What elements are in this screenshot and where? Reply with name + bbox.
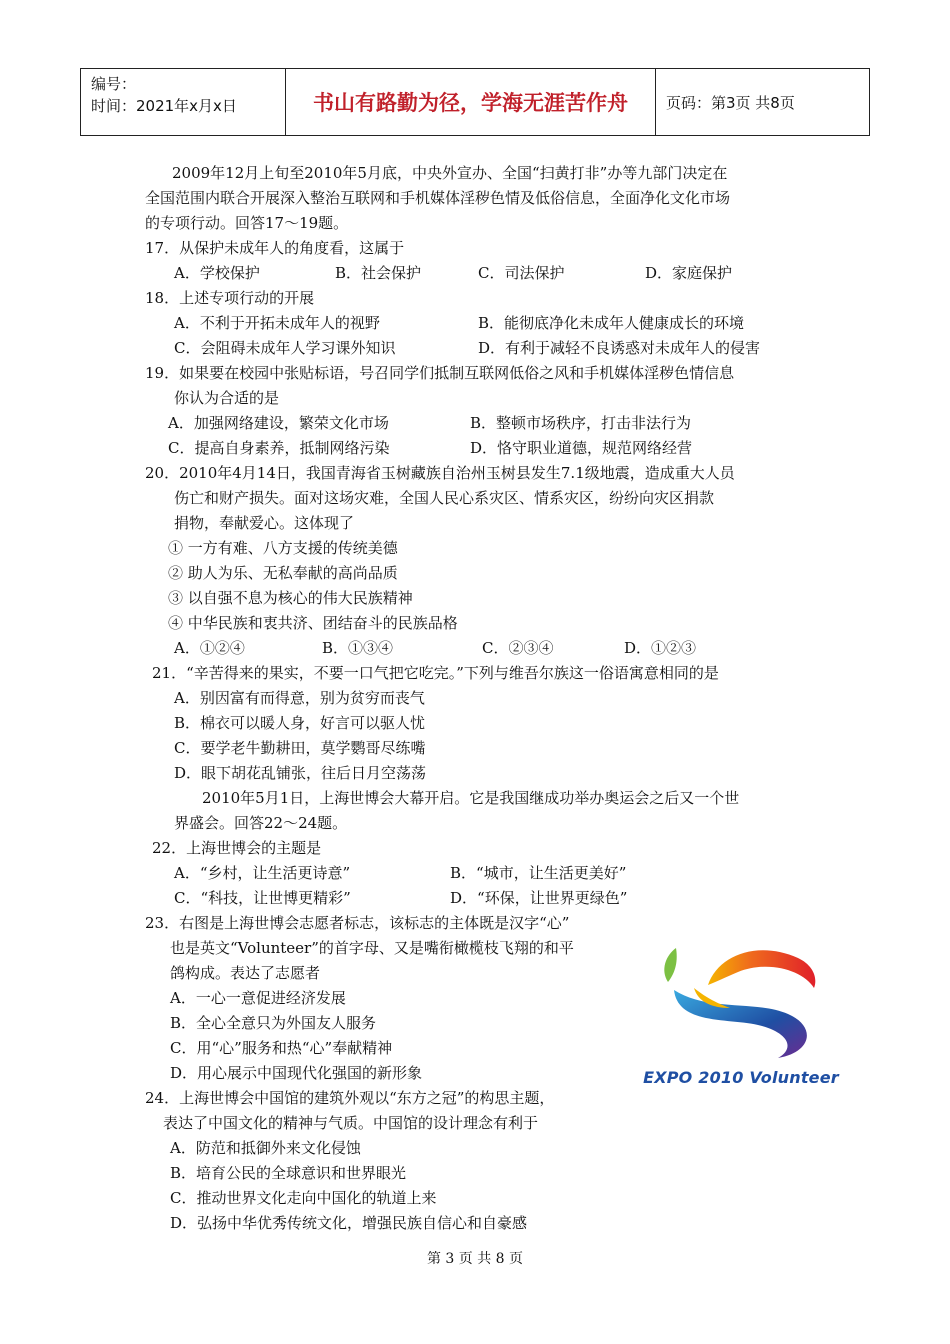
q19-option-c: C．提高自身素养，抵制网络污染 — [168, 439, 390, 457]
q22-option-a: A．“乡村，让生活更诗意” — [174, 864, 351, 882]
q20-stem-line-3: 捐物，奉献爱心。这体现了 — [174, 514, 355, 532]
q17-option-a: A．学校保护 — [174, 264, 260, 282]
q17-option-d: D．家庭保护 — [645, 264, 733, 282]
q24-option-c: C．推动世界文化走向中国化的轨道上来 — [170, 1189, 437, 1207]
q20-item-4: ④ 中华民族和衷共济、团结奋斗的民族品格 — [168, 614, 458, 632]
q17-stem: 17．从保护未成年人的角度看，这属于 — [145, 239, 405, 257]
q21-stem: 21．“辛苦得来的果实，不要一口气把它吃完。”下列与维吾尔族这一俗语寓意相同的是 — [152, 664, 719, 682]
q19-option-b: B．整顿市场秩序，打击非法行为 — [470, 414, 692, 432]
q22-option-b: B．“城市，让生活更美好” — [450, 864, 627, 882]
q21-option-b: B．棉衣可以暖人身，好言可以驱人忧 — [174, 714, 426, 732]
q18-option-d: D．有利于减轻不良诱惑对未成年人的侵害 — [478, 339, 761, 357]
q24-option-a: A．防范和抵御外来文化侵蚀 — [170, 1139, 361, 1157]
q24-option-b: B．培育公民的全球意识和世界眼光 — [170, 1164, 407, 1182]
header-table — [80, 68, 870, 136]
q23-stem-line-3: 鸽构成。表达了志愿者 — [170, 964, 321, 982]
q18-option-c: C．会阻碍未成年人学习课外知识 — [174, 339, 396, 357]
date-label: 时间：2021年x月x日 — [91, 97, 237, 115]
q20-stem-line-1: 20．2010年4月14日，我国青海省玉树藏族自治州玉树县发生7.1级地震，造成重大人员 — [145, 464, 735, 482]
q20-option-d: D．①②③ — [624, 639, 697, 657]
q19-stem-line-2: 你认为合适的是 — [174, 389, 280, 407]
q23-stem-line-1: 23．右图是上海世博会志愿者标志，该标志的主体既是汉字“心” — [145, 914, 570, 932]
q23-option-b: B．全心全意只为外国友人服务 — [170, 1014, 377, 1032]
q20-item-3: ③ 以自强不息为核心的伟大民族精神 — [168, 589, 413, 607]
header-meta — [81, 69, 286, 135]
q18-option-b: B．能彻底净化未成年人健康成长的环境 — [478, 314, 745, 332]
q19-option-a: A．加强网络建设，繁荣文化市场 — [168, 414, 389, 432]
q20-option-a: A．①②④ — [174, 639, 245, 657]
intro1-line-2: 全国范围内联合开展深入整治互联网和手机媒体淫秽色情及低俗信息，全面净化文化市场 — [145, 189, 731, 207]
q22-option-c: C．“科技，让世博更精彩” — [174, 889, 351, 907]
q23-stem-line-2: 也是英文“Volunteer”的首字母、又是嘴衔橄榄枝飞翔的和平 — [170, 939, 574, 957]
q20-stem-line-2: 伤亡和财产损失。面对这场灾难，全国人民心系灾区、情系灾区，纷纷向灾区捐款 — [174, 489, 715, 507]
number-label: 编号： — [91, 75, 137, 93]
intro1-line-1: 2009年12月上旬至2010年5月底，中央外宣办、全国“扫黄打非”办等九部门决定在 — [172, 164, 728, 182]
q17-option-b: B．社会保护 — [335, 264, 422, 282]
intro2-line-1: 2010年5月1日，上海世博会大幕开启。它是我国继成功举办奥运会之后又一个世 — [202, 789, 740, 807]
q19-option-d: D．恪守职业道德，规范网络经营 — [470, 439, 693, 457]
intro1-line-3: 的专项行动。回答17～19题。 — [145, 214, 349, 232]
intro2-line-2: 界盛会。回答22～24题。 — [174, 814, 348, 832]
q22-stem: 22．上海世博会的主题是 — [152, 839, 322, 857]
q18-stem: 18．上述专项行动的开展 — [145, 289, 315, 307]
page-footer: 第 3 页 共 8 页 — [426, 1251, 524, 1267]
q19-stem-line-1: 19．如果要在校园中张贴标语，号召同学们抵制互联网低俗之风和手机媒体淫秽色情信息 — [145, 364, 735, 382]
q24-stem-line-2: 表达了中国文化的精神与气质。中国馆的设计理念有利于 — [163, 1114, 539, 1132]
q20-item-1: ① 一方有难、八方支援的传统美德 — [168, 539, 398, 557]
q20-item-2: ② 助人为乐、无私奉献的高尚品质 — [168, 564, 398, 582]
q23-option-d: D．用心展示中国现代化强国的新形象 — [170, 1064, 423, 1082]
q24-option-d: D．弘扬中华优秀传统文化，增强民族自信心和自豪感 — [170, 1214, 528, 1232]
q23-option-c: C．用“心”服务和热“心”奉献精神 — [170, 1039, 393, 1057]
q24-stem-line-1: 24．上海世博会中国馆的建筑外观以“东方之冠”的构思主题， — [145, 1089, 555, 1107]
q22-option-d: D．“环保，让世界更绿色” — [450, 889, 628, 907]
q21-option-a: A．别因富有而得意，别为贫穷而丧气 — [174, 689, 425, 707]
q20-option-c: C．②③④ — [482, 639, 554, 657]
q20-option-b: B．①③④ — [322, 639, 394, 657]
q17-option-c: C．司法保护 — [478, 264, 565, 282]
header-motto: 书山有路勤为径，学海无涯苦作舟 — [286, 69, 656, 135]
heart-dove-icon — [638, 930, 844, 1070]
q18-option-a: A．不利于开拓未成年人的视野 — [174, 314, 380, 332]
header-page-code: 页码：第3页 共8页 — [666, 93, 795, 112]
q23-option-a: A．一心一意促进经济发展 — [170, 989, 346, 1007]
q21-option-d: D．眼下胡花乱铺张，往后日月空荡荡 — [174, 764, 427, 782]
expo-volunteer-logo — [638, 930, 844, 1100]
q21-option-c: C．要学老牛勤耕田，莫学鹦哥尽练嘴 — [174, 739, 426, 757]
logo-text: EXPO 2010 Volunteer — [643, 1068, 839, 1087]
